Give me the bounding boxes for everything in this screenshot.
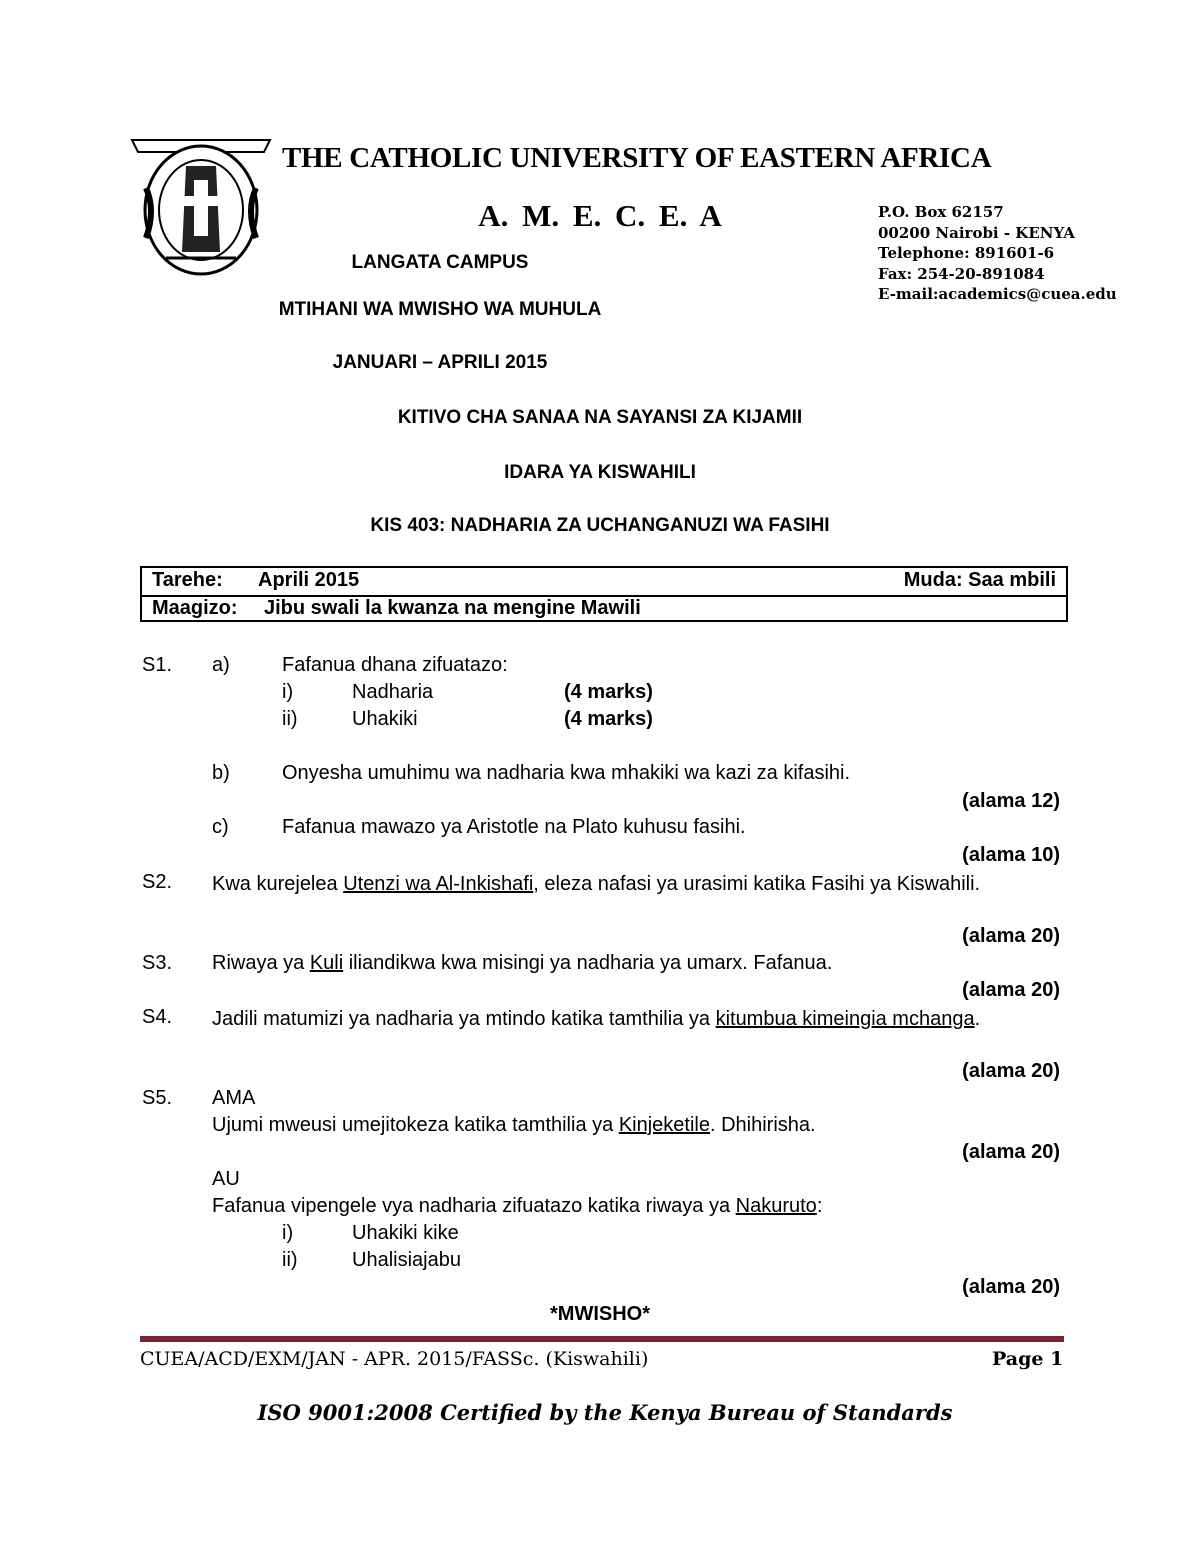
q1a-ii-label: ii): [282, 708, 298, 730]
period-heading: JANUARI – APRILI 2015: [332, 352, 548, 373]
q1b-marks: (alama 12): [962, 790, 1060, 812]
footer-rule: [140, 1336, 1064, 1342]
q3-text-post: iliandikwa kwa misingi ya nadharia ya umarx. Fafanua.: [343, 952, 833, 974]
q2-marks: (alama 20): [962, 925, 1060, 947]
q1a-ii-marks: (4 marks): [564, 708, 653, 730]
q2-text-pre: Kwa kurejelea: [212, 873, 344, 895]
iso-certification: ISO 9001:2008 Certified by the Kenya Bureau of Standards: [257, 1400, 953, 1425]
q1b-text: Onyesha umuhimu wa nadharia kwa mhakiki wa kazi za kifasihi.: [282, 762, 851, 784]
q3-text-pre: Riwaya ya: [212, 952, 310, 974]
q1a-i-marks: (4 marks): [564, 681, 653, 703]
q5-option1-marks: (alama 20): [962, 1141, 1060, 1163]
q1a-i-label: i): [282, 681, 294, 703]
footer-page-number: Page 1: [992, 1348, 1064, 1370]
q1a-text: Fafanua dhana zifuatazo:: [282, 654, 508, 676]
q3-text: [212, 952, 832, 975]
q1c-label: c): [212, 816, 229, 838]
instructions-label: Maagizo:: [152, 597, 238, 619]
instructions-row: [142, 596, 1066, 623]
q2-number: S2.: [142, 871, 173, 893]
q1-number: S1.: [142, 654, 173, 676]
q4-marks: (alama 20): [962, 1060, 1060, 1082]
q2-text: [212, 871, 1060, 898]
q5-option2-pre: Fafanua vipengele vya nadharia zifuatazo katika riwaya ya: [212, 1195, 736, 1217]
contact-email: E-mail:academics@cuea.edu: [878, 285, 1117, 303]
department-heading: IDARA YA KISWAHILI: [504, 462, 696, 483]
q5-option2-i-text: Uhakiki kike: [352, 1222, 459, 1244]
q1c-text: Fafanua mawazo ya Aristotle na Plato kuhusu fasihi.: [282, 816, 746, 838]
q5-au: AU: [212, 1168, 240, 1190]
exam-info-box: [140, 566, 1068, 622]
q1a-ii-text: Uhakiki: [352, 708, 418, 730]
q5-option2-text: [212, 1195, 822, 1218]
q1a-label: a): [212, 654, 230, 676]
q4-text-pre: Jadili matumizi ya nadharia ya mtindo katika tamthilia ya: [212, 1008, 716, 1030]
q5-option2-post: :: [816, 1195, 823, 1217]
amecea-heading: A. M. E. C. E. A: [478, 198, 722, 233]
q5-option2-title: Nakuruto: [735, 1195, 817, 1217]
q4-number: S4.: [142, 1006, 173, 1028]
q4-text: [212, 1006, 1060, 1033]
q5-option2-marks: (alama 20): [962, 1276, 1060, 1298]
footer-document-code: CUEA/ACD/EXM/JAN - APR. 2015/FASSc. (Kiswahili): [140, 1348, 649, 1370]
contact-block: [878, 202, 1178, 305]
date-label: Tarehe:: [152, 569, 223, 591]
date-row: [142, 568, 1066, 597]
q5-option1-title: Kinjeketile: [618, 1114, 710, 1136]
exam-heading: MTIHANI WA MWISHO WA MUHULA: [278, 299, 602, 320]
q3-number: S3.: [142, 952, 173, 974]
q5-option1-text: [212, 1114, 816, 1137]
q5-option2-ii-label: ii): [282, 1249, 298, 1271]
q5-ama: AMA: [212, 1087, 256, 1109]
contact-fax: Fax: 254-20-891084: [878, 264, 1045, 283]
faculty-heading: KITIVO CHA SANAA NA SAYANSI ZA KIJAMII: [397, 407, 803, 428]
q4-title: kitumbua kimeingia mchanga: [715, 1008, 975, 1030]
q1c-marks: (alama 10): [962, 844, 1060, 866]
instructions-value: Jibu swali la kwanza na mengine Mawili: [264, 597, 641, 619]
contact-pobox: P.O. Box 62157: [878, 203, 1004, 221]
q5-option2-i-label: i): [282, 1222, 294, 1244]
q5-option1-pre: Ujumi mweusi umejitokeza katika tamthilia ya: [212, 1114, 619, 1136]
q1b-label: b): [212, 762, 230, 784]
q2-text-post: , eleza nafasi ya urasimi katika Fasihi ya Kiswahili.: [533, 873, 981, 895]
q2-title: Utenzi wa Al-Inkishafi: [343, 873, 534, 895]
university-name: THE CATHOLIC UNIVERSITY OF EASTERN AFRICA: [282, 142, 992, 174]
end-marker: *MWISHO*: [550, 1303, 650, 1325]
q5-option2-ii-text: Uhalisiajabu: [352, 1249, 461, 1271]
contact-city: 00200 Nairobi - KENYA: [878, 223, 1075, 242]
date-value: Aprili 2015: [258, 569, 360, 591]
q5-option1-post: . Dhihirisha.: [709, 1114, 816, 1136]
q3-marks: (alama 20): [962, 979, 1060, 1001]
q5-number: S5.: [142, 1087, 173, 1109]
q4-text-post: .: [974, 1008, 981, 1030]
q1a-i-text: Nadharia: [352, 681, 434, 703]
course-heading: KIS 403: NADHARIA ZA UCHANGANUZI WA FASIHI: [370, 515, 830, 536]
q3-title: Kuli: [309, 952, 344, 974]
campus-heading: LANGATA CAMPUS: [351, 252, 529, 273]
contact-telephone: Telephone: 891601-6: [878, 244, 1055, 262]
duration: Muda: Saa mbili: [903, 569, 1056, 591]
